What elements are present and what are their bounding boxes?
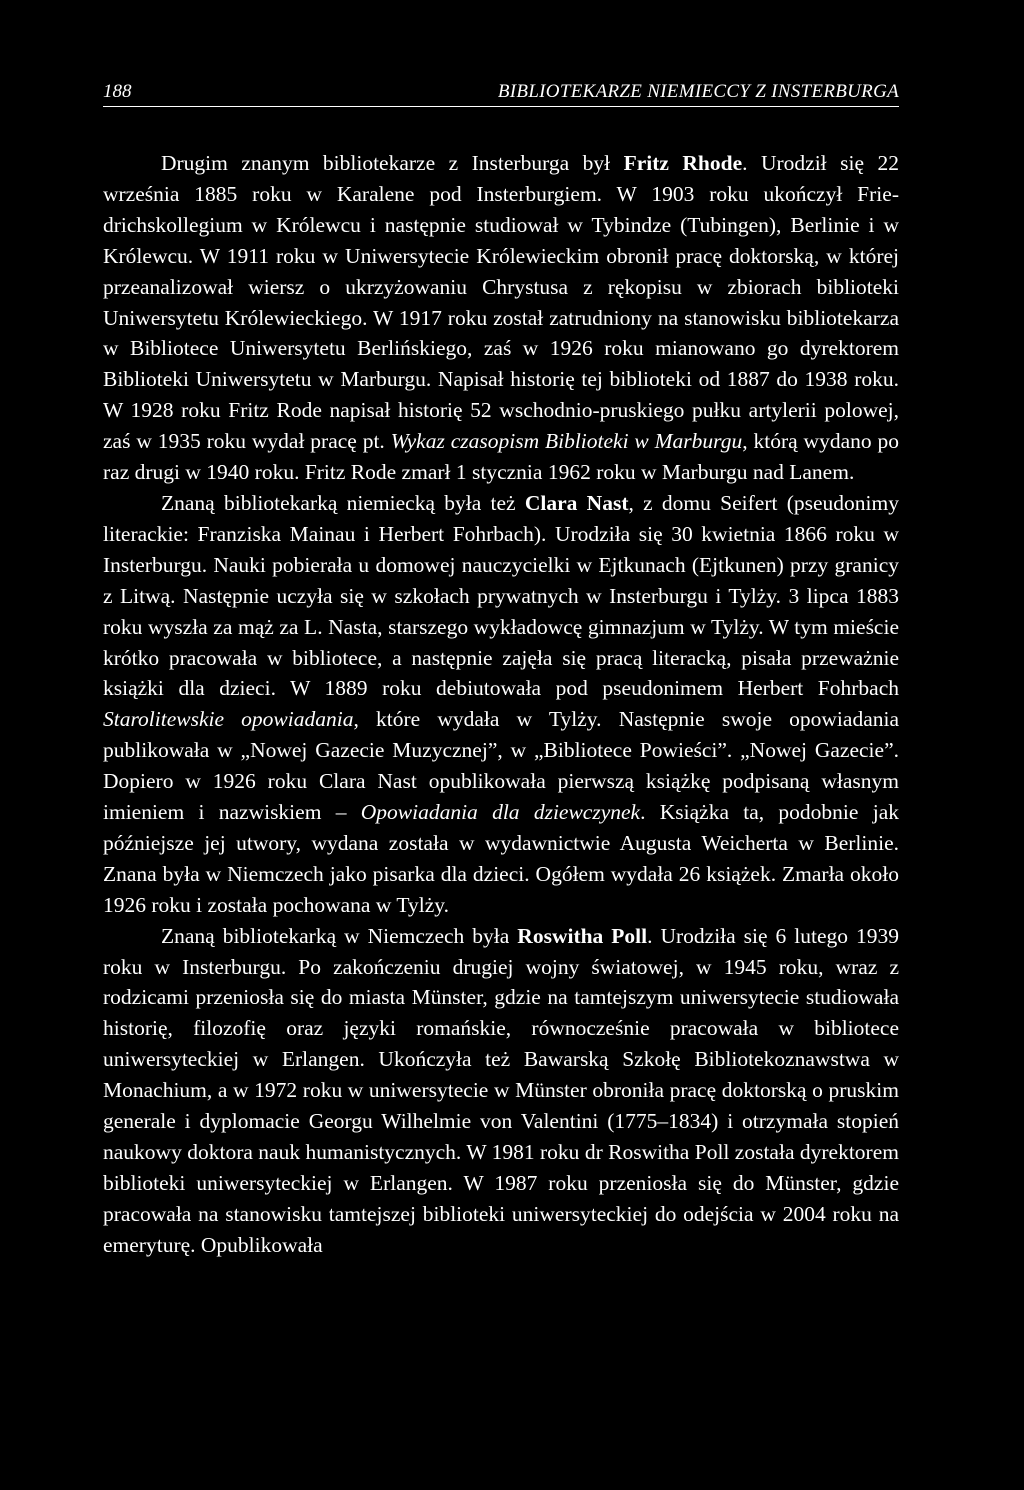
person-name: Clara Nast xyxy=(524,490,629,515)
paragraph-roswitha-poll xyxy=(103,921,899,1261)
text-run: , które wydała w Tylży. Następnie swoje opowiadania publikowała w „Nowej Gazecie Muzycznej”, w „Bibliotece Powieści”. „Nowej Gazecie”. Dopiero w 1926 roku Clara Nast opublikowała pierwszą książkę podpisaną własnym imieniem i nazwiskiem – xyxy=(103,707,899,825)
person-name: Roswitha Poll xyxy=(517,923,648,948)
work-title: Starolitewskie opowiadania xyxy=(103,707,354,732)
work-title: Opowiadania dla dziewczynek xyxy=(360,800,641,825)
text-run: Drugim znanym bibliotekarze z Insterburga był xyxy=(161,151,624,175)
paragraph-clara-nast xyxy=(103,488,899,921)
text-run: , którą wydano po raz drugi w 1940 roku. Fritz Rode zmarł 1 stycznia 1962 roku w Marburgu nad Lanem. xyxy=(103,429,899,485)
person-name: Fritz Rhode xyxy=(623,151,743,175)
text-run: . Urodził się 22 września 1885 roku w Karalene pod Insterburgiem. W 1903 roku ukończył Friedrichskollegium w Królewcu i następnie studiował w Tybindze (Tubingen), Berlinie i w Królewcu. W 1911 roku w Uniwersytecie Królewieckim obronił pracę doktorską, w której przeanalizował wiersz o ukrzyżowaniu Chrystusa z rękopisu w zbiorach biblioteki Uniwersytetu Królewieckiego. W 1917 roku został zatrudniony na stanowisku bibliotekarza w Bibliotece Uniwersytetu Berlińskiego, zaś w 1926 roku mianowano go dyrektorem Biblioteki Uniwersytetu w Marburgu. Napisał historię tej biblioteki od 1887 do 1938 roku. W 1928 roku Fritz Rode napisał historię 52 wschodnio-pruskiego pułku artylerii polowej, zaś w 1935 roku wydał pracę pt. xyxy=(103,151,899,454)
running-header xyxy=(103,78,899,107)
paragraph-fritz-rhode xyxy=(103,148,899,488)
page-number: 188 xyxy=(103,81,132,102)
page-body xyxy=(103,148,899,1261)
text-run: . Urodziła się 6 lutego 1939 roku w Insterburgu. Po zakończeniu drugiej wojny światowej, w 1945 roku, wraz z rodzicami przeniosła się do miasta Münster, gdzie na tamtejszym uniwersytecie studiowała historię, filozofię oraz języki romańskie, równocześnie pracowała w bibliotece uniwersyteckiej w Erlangen. Ukończyła też Bawarską Szkołę Bibliotekoznawstwa w Monachium, a w 1972 roku w uniwersytecie w Münster obroniła pracę doktorską o pruskim generale i dyplomacie Georgu Wilhelmie von Valentini (1775–1834) i otrzymała stopień naukowy doktora nauk humanistycznych. W 1981 roku dr Roswitha Poll została dyrektorem biblioteki uniwersyteckiej w Erlangen. W 1987 roku przeniosła się do Münster, gdzie pracowała na stanowisku tamtejszej biblioteki uniwersyteckiej do odejścia w 2004 roku na emeryturę. Opublikowała xyxy=(103,923,899,1257)
text-run: Znaną bibliotekarką niemiecką była też xyxy=(161,490,525,515)
text-run: , z domu Seifert (pseudonimy literackie: Franziska Mainau i Herbert Fohrbach). Urodziła się 30 kwietnia 1866 roku w Insterburgu. Nauki pobierała u domowej nauczycielki w Ejtkunach (Ejtkunen) przy granicy z Litwą. Następnie uczyła się w szkołach prywatnych w Insterburgu i Tylży. 3 lipca 1883 roku wyszła za mąż za L. Nasta, starszego wykładowcę gimnazjum w Tylży. W tym mieście krótko pracowała w bibliotece, a następnie zajęła się pracą literacką, pisała przeważnie książki dla dzieci. W 1889 roku debiutowała pod pseudonimem Herbert Fohrbach xyxy=(103,490,899,701)
running-title: BIBLIOTEKARZE NIEMIECCY Z INSTERBURGA xyxy=(497,81,899,102)
work-title: Wykaz czasopism Biblioteki w Marburgu xyxy=(390,429,743,454)
text-run: . Książka ta, podobnie jak późniejsze jej utwory, wydana została w wydawnictwie Augusta Weicherta w Berlinie. Znana była w Niemczech jako pisarka dla dzieci. Ogółem wydała 26 książek. Zmarła około 1926 roku i została pochowana w Tylży. xyxy=(103,800,899,917)
text-run: Znaną bibliotekarką w Niemczech była xyxy=(161,923,518,948)
